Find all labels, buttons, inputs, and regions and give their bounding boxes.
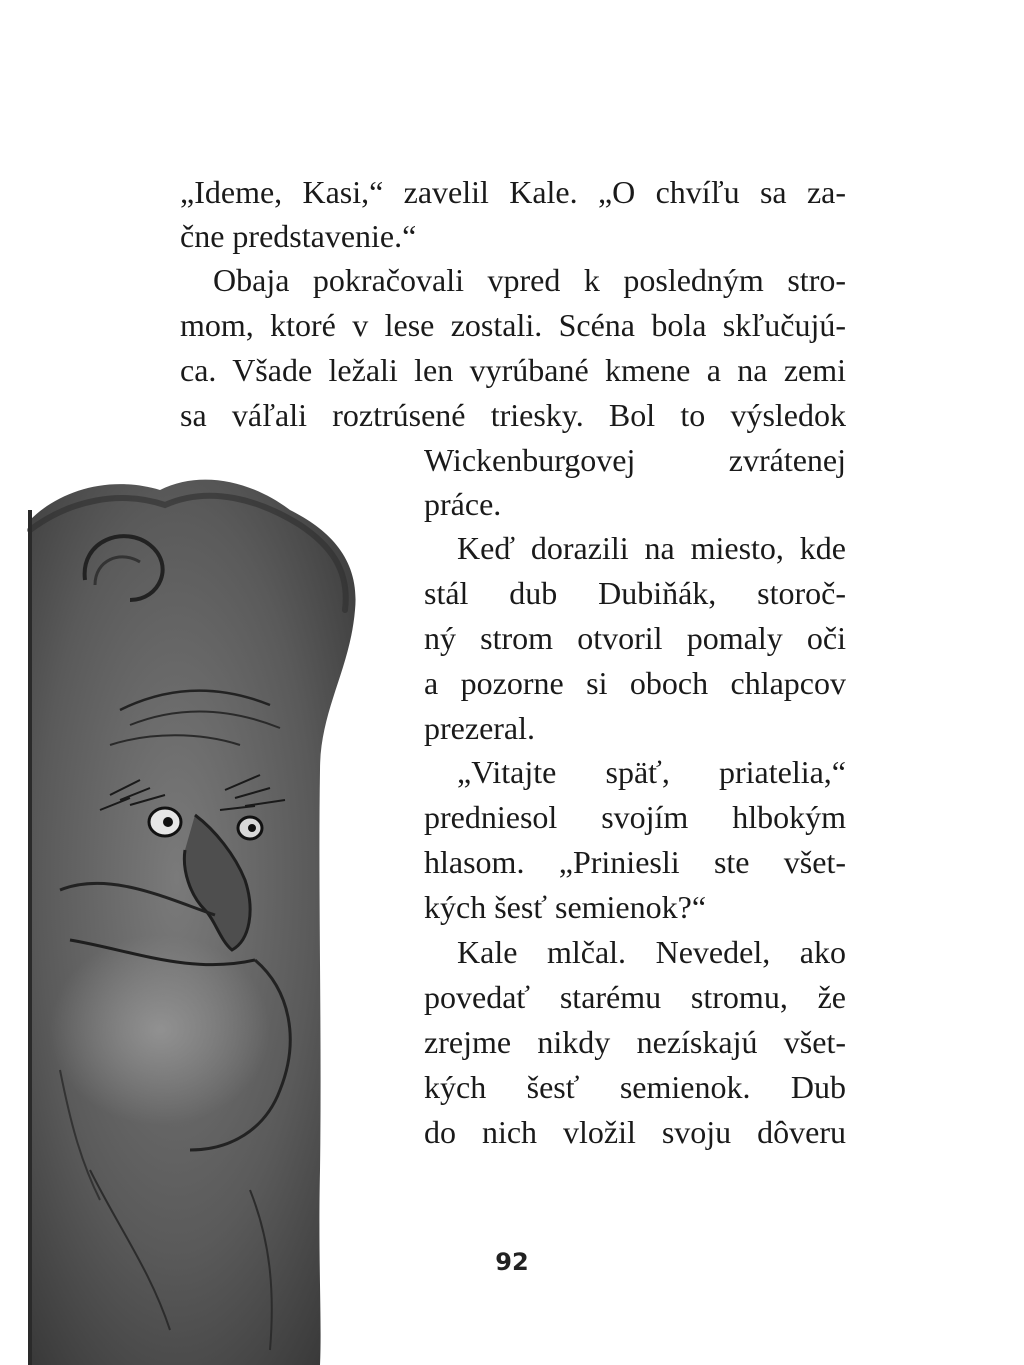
text-line-9: Keď dorazili na miesto, kde [457, 530, 846, 566]
text-line-16: hlasom. „Priniesli ste všet- [424, 844, 846, 880]
text-line-4: mom, ktoré v lese zostali. Scéna bola skľučujú- [180, 307, 846, 343]
text-line-2: čne predstavenie.“ [180, 218, 417, 254]
text-line-18: Kale mlčal. Nevedel, ako [457, 934, 846, 970]
text-line-13: prezeral. [424, 710, 536, 746]
text-line-5: ca. Všade ležali len vyrúbané kmene a na zemi [180, 352, 846, 388]
text-line-17: kých šesť semienok?“ [424, 889, 707, 925]
page-number: 92 [495, 1248, 529, 1276]
text-line-1: „Ideme, Kasi,“ zavelil Kale. „O chvíľu sa za- [180, 174, 846, 210]
text-line-6: sa váľali roztrúsené triesky. Bol to výsledok [180, 397, 846, 433]
text-line-10: stál dub Dubiňák, storoč- [424, 575, 846, 611]
text-line-19: povedať starému stromu, že [424, 979, 846, 1015]
text-line-3: Obaja pokračovali vpred k posledným stro- [213, 262, 846, 298]
text-line-7: Wickenburgovej zvrátenej [424, 442, 846, 478]
text-line-14: „Vitajte späť, priatelia,“ [457, 754, 846, 790]
text-line-11: ný strom otvoril pomaly oči [424, 620, 846, 656]
tree-face-illustration [0, 470, 380, 1365]
text-line-12: a pozorne si oboch chlapcov [424, 665, 846, 701]
text-line-15: predniesol svojím hlbokým [424, 799, 846, 835]
text-line-8: práce. [424, 486, 502, 522]
text-line-22: do nich vložil svoju dôveru [424, 1114, 846, 1150]
text-line-20: zrejme nikdy nezískajú všet- [424, 1024, 846, 1060]
text-line-21: kých šesť semienok. Dub [424, 1069, 846, 1105]
